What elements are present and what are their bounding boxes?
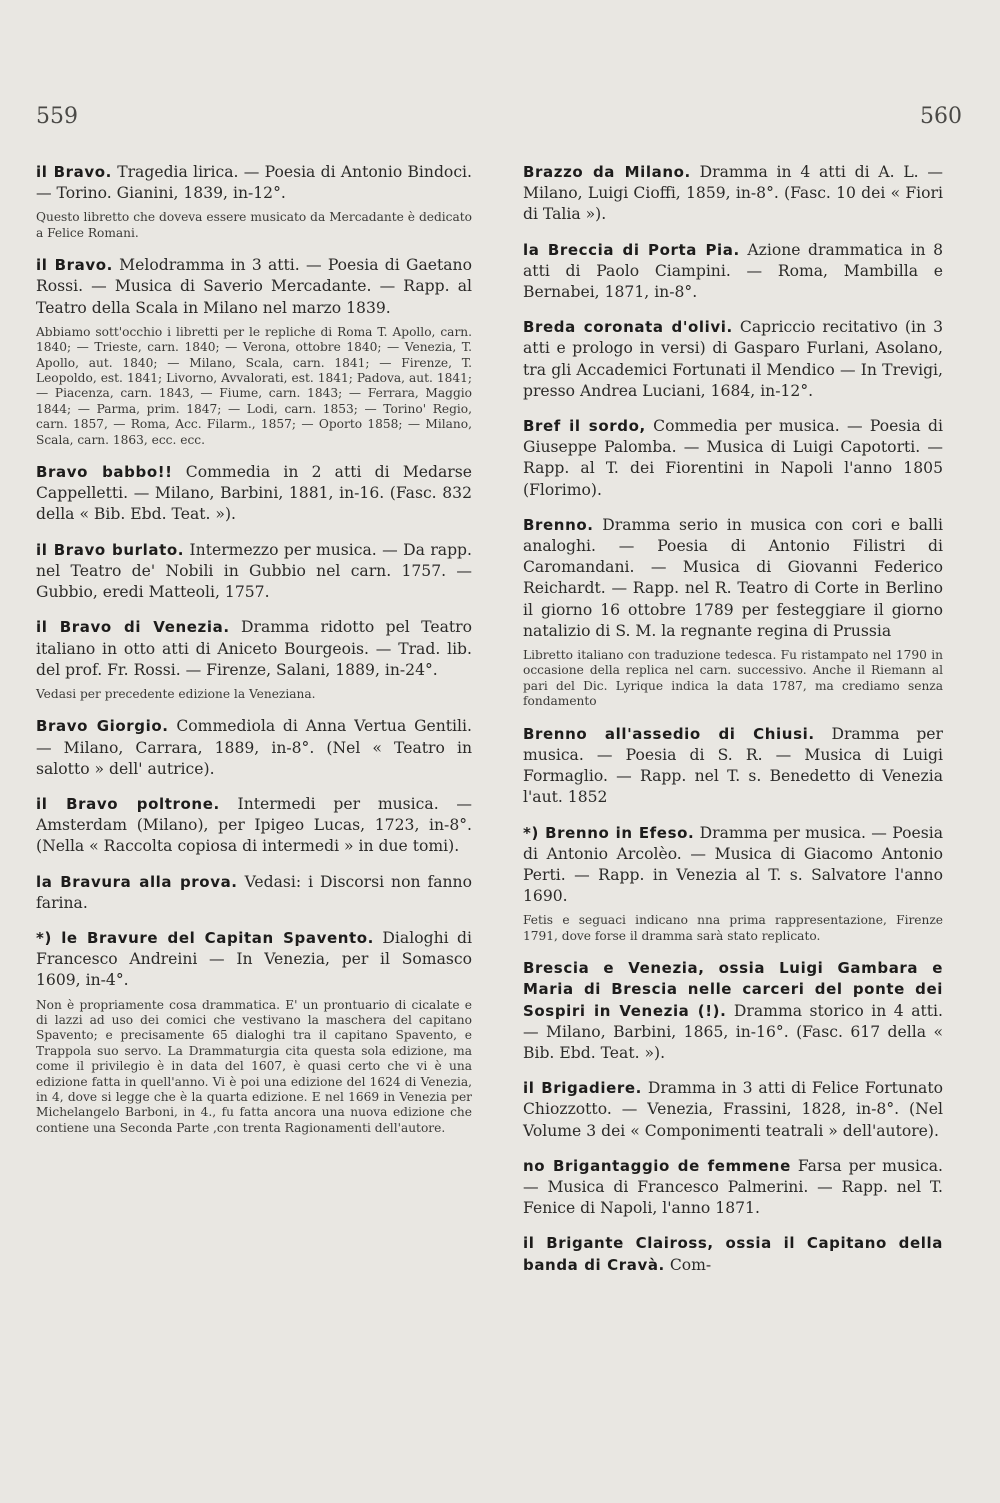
entry-note: Non è propriamente cosa drammatica. E' un prontuario di cicalate e di lazzi ad uso dei comici che vestivano la maschera del capitano Spavento; e precisamente 65 dialoghi tra il capitano Spavento, e Trappola suo servo. La Drammaturgia cita questa sola edizione, ma come il privilegio è in data del 1607, è quasi certo che vi è una edizione fatta in quell'anno. Vi è poi una edizione del 1624 di Venezia, in 4, dove si legge che è la quarta edizione. E nel 1669 in Venezia per Michelangelo Barboni, in 4., fu fatta ancora una nuova edizione che contiene una Seconda Parte ,con trenta Ragionamenti dell'autore.: [36, 997, 472, 1135]
entry-headword: Brazzo da Milano.: [523, 163, 691, 181]
dictionary-entry: [523, 823, 943, 908]
entry-description: Melodramma in 3 atti. — Poesia di Gaetano Rossi. — Musica di Saverio Mercadante. — Rapp. al Teatro della Scala in Milano nel marzo 1839.: [36, 256, 472, 317]
dictionary-entry: [523, 1233, 943, 1275]
entry-headword: no Brigantaggio de femmene: [523, 1156, 791, 1175]
dictionary-entry: [36, 462, 472, 526]
entry-description: Intermezzo per musica. — Da rapp. nel Teatro de' Nobili in Gubbio nel carn. 1757. — Gubbio, eredi Matteoli, 1757.: [36, 540, 472, 602]
entry-headword: *) Brenno in Efeso.: [523, 823, 695, 842]
dictionary-entry: [36, 872, 472, 914]
dictionary-entry: [523, 162, 943, 226]
entry-description: Azione drammatica in 8 atti di Paolo Ciampini. — Roma, Mambilla e Bernabei, 1871, in-8°.: [523, 240, 943, 302]
dictionary-entry: [523, 1156, 943, 1220]
dictionary-entry: [36, 617, 472, 681]
dictionary-entry: [36, 716, 472, 780]
entry-headword: Brescia e Venezia, ossia Luigi Gambara e Maria di Brescia nelle carceri del ponte dei Sospiri in Venezia (!).: [523, 959, 943, 1020]
page-number-right: 560: [920, 104, 962, 129]
entry-headword: Bref il sordo,: [523, 417, 646, 436]
entry-headword: Brenno.: [523, 515, 594, 534]
dictionary-entry: [36, 162, 472, 204]
entry-description: Commedia per musica. — Poesia di Giuseppe Palomba. — Musica di Luigi Capotorti. — Rapp. al T. dei Fiorentini in Napoli l'anno 1805 (Florimo).: [523, 417, 943, 499]
entry-headword: il Bravo.: [36, 256, 113, 275]
entry-description: Dialoghi di Francesco Andreini — In Venezia, per il Somasco 1609, in-4°.: [36, 928, 472, 990]
entry-headword: il Bravo di Venezia.: [36, 618, 230, 637]
dictionary-entry: [36, 794, 472, 858]
entry-description: Tragedia lirica. — Poesia di Antonio Bindoci. — Torino. Gianini, 1839, in-12°.: [36, 163, 472, 203]
entry-description: Dramma storico in 4 atti. — Milano, Barbini, 1865, in-16°. (Fasc. 617 della « Bib. Ebd. Teat. »).: [523, 1001, 943, 1062]
entry-note: Vedasi per precedente edizione la Veneziana.: [36, 686, 316, 701]
entry-headword: il Bravo poltrone.: [36, 794, 220, 813]
entry-description: Intermedi per musica. — Amsterdam (Milano), per Ipigeo Lucas, 1723, in-8°. (Nella « Raccolta copiosa di intermedi » in due tomi).: [36, 794, 472, 856]
entry-headword: *) le Bravure del Capitan Spavento.: [36, 928, 374, 947]
entry-headword: la Breccia di Porta Pia.: [523, 240, 740, 259]
dictionary-entry: [523, 416, 943, 501]
dictionary-entry: [523, 240, 943, 304]
entry-description: Dramma in 4 atti di A. L. — Milano, Luigi Cioffi, 1859, in-8°. (Fasc. 10 dei « Fiori di Talia »).: [523, 163, 943, 224]
entry-headword: Brenno all'assedio di Chiusi.: [523, 724, 815, 743]
dictionary-entry: [523, 317, 943, 402]
entry-headword: la Bravura alla prova.: [36, 872, 238, 891]
entry-note: Libretto italiano con traduzione tedesca. Fu ristampato nel 1790 in occasione della replica nel carn. successivo. Anche il Riemann al pari del Dic. Lyrique indica la data 1787, ma crediamo senza fondamento: [523, 648, 943, 709]
entry-headword: il Bravo.: [36, 163, 112, 181]
entry-description: Commedia in 2 atti di Medarse Cappelletti. — Milano, Barbini, 1881, in-16. (Fasc. 832 della « Bib. Ebd. Teat. »).: [36, 463, 472, 524]
entry-headword: il Bravo burlato.: [36, 540, 185, 559]
entry-description: Dramma in 3 atti di Felice Fortunato Chiozzotto. — Venezia, Frassini, 1828, in-8°. (Nel Volume 3 dei « Componimenti teatrali » dell'autore).: [523, 1079, 943, 1140]
dictionary-entry: [523, 515, 943, 642]
entry-description: Farsa per musica. — Musica di Francesco Palmerini. — Rapp. nel T. Fenice di Napoli, l'anno 1871.: [523, 1156, 943, 1218]
entry-description: Capriccio recitativo (in 3 atti e prologo in versi) di Gasparo Furlani, Asolano, tra gli Accademici Fortunati il Mendico — In Trevigi, presso Andrea Luciani, 1684, in-12°.: [523, 318, 943, 400]
entry-description: Commediola di Anna Vertua Gentili. — Milano, Carrara, 1889, in-8°. (Nel « Teatro in salotto » dell' autrice).: [36, 717, 472, 778]
entry-note: Fetis e seguaci indicano nna prima rappresentazione, Firenze 1791, dove forse il dramma sarà stato replicato.: [523, 913, 943, 943]
entry-headword: il Brigante Claiross, ossia il Capitano della banda di Cravà.: [523, 1234, 943, 1274]
page-number-left: 559: [36, 104, 78, 129]
entry-description: Com-: [669, 1255, 712, 1274]
entry-description: Dramma per musica. — Poesia di S. R. — Musica di Luigi Formaglio. — Rapp. nel T. s. Benedetto di Venezia l'aut. 1852: [523, 724, 943, 807]
entry-note: Questo libretto che doveva essere musicato da Mercadante è dedicato a Felice Romani.: [36, 210, 472, 240]
dictionary-entry: [523, 1078, 943, 1142]
entry-note: Abbiamo sott'occhio i libretti per le repliche di Roma T. Apollo, carn. 1840; — Trieste, carn. 1840; — Verona, ottobre 1840; — Venezia, T. Apollo, aut. 1840; — Milano, Scala, carn. 1841; — Firenze, T. Leopoldo, est. 1841; Livorno, Avvalorati, est. 1841; Padova, aut. 1841; — Piacenza, carn. 1843, — Fiume, carn. 1843; — Ferrara, Maggio 1844; — Parma, prim. 1847; — Lodi, carn. 1853; — Torino' Regio, carn. 1857, — Roma, Acc. Filarm., 1857; — Oporto 1858; — Milano, Scala, carn. 1863, ecc. ecc.: [36, 324, 472, 447]
dictionary-entry: [36, 255, 472, 319]
entry-description: Vedasi: i Discorsi non fanno farina.: [36, 872, 472, 912]
entry-description: Dramma per musica. — Poesia di Antonio Arcolèo. — Musica di Giacomo Antonio Perti. — Rapp. in Venezia al T. s. Salvatore l'anno 1690.: [523, 823, 943, 906]
dictionary-entry: [523, 724, 943, 809]
entry-headword: Bravo Giorgio.: [36, 717, 169, 736]
entry-headword: il Brigadiere.: [523, 1079, 642, 1098]
entry-description: Dramma ridotto pel Teatro italiano in otto atti di Aniceto Bourgeois. — Trad. lib. del prof. Fr. Rossi. — Firenze, Salani, 1889, in-24°.: [36, 618, 472, 679]
dictionary-entry: [36, 540, 472, 604]
entry-headword: Bravo babbo!!: [36, 463, 173, 482]
entry-description: Dramma serio in musica con cori e balli analoghi. — Poesia di Antonio Filistri di Caromandani. — Musica di Giovanni Federico Reichardt. — Rapp. nel R. Teatro di Corte in Berlino il giorno 16 ottobre 1789 per festeggiare il giorno natalizio di S. M. la regnante regina di Prussia: [523, 515, 943, 640]
dictionary-entry: [523, 958, 943, 1064]
left-column: [36, 162, 472, 1150]
right-column: [523, 162, 943, 1290]
entry-headword: Breda coronata d'olivi.: [523, 318, 733, 337]
dictionary-entry: [36, 928, 472, 992]
